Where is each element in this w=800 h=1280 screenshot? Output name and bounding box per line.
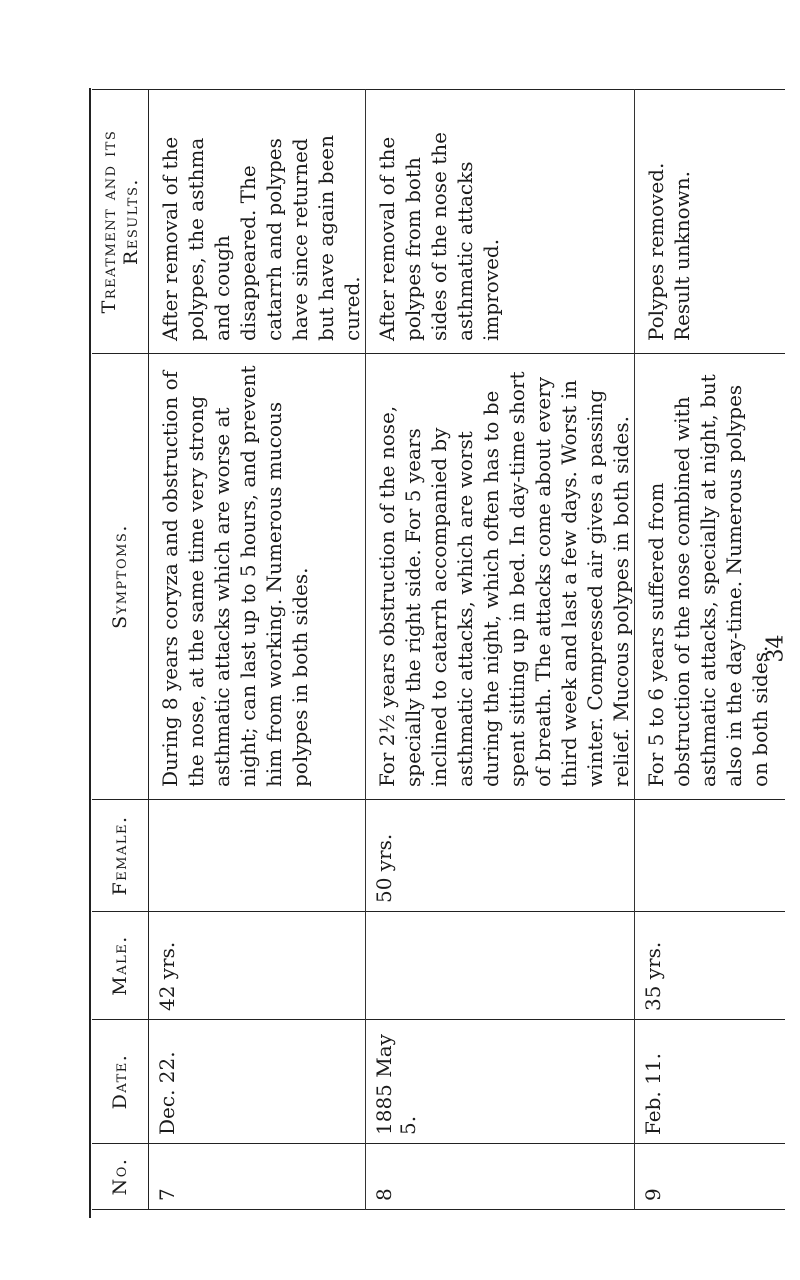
case-treatment: After removal of the polypes, the asthma and cough disappeared. The catarrh and polypes have since returned but have again been cured. bbox=[149, 90, 366, 354]
header-treatment: Treatment and its Results. bbox=[92, 90, 149, 354]
case-number: 7 bbox=[149, 1144, 366, 1210]
case-symptoms: For 2½ years obstruction of the nose, specially the right side. For 5 years inclined to catarrh accompanied by asthmatic attacks, which are worst during the night, which often has to be spent sitting up in bed. In day-time short of breath. The attacks come about every third week and last a few days. Worst in winter. Compressed air gives a passing relief. Mucous polypes in both sides. bbox=[366, 354, 635, 800]
header-row bbox=[92, 90, 149, 1210]
case-number: 8 bbox=[366, 1144, 635, 1210]
case-date: Feb. 11. bbox=[635, 1020, 786, 1144]
case-date: 1885 May 5. bbox=[366, 1020, 635, 1144]
case-treatment: After removal of the polypes from both sides of the nose the asthmatic attacks improved. bbox=[366, 90, 635, 354]
case-symptoms: During 8 years coryza and obstruction of the nose, at the same time very strong asthmatic attacks which are worse at night; can last up to 5 hours, and prevent him from working. Numerous mucous polypes in both sides. bbox=[149, 354, 366, 800]
case-male-age: 42 yrs. bbox=[149, 912, 366, 1020]
table-row bbox=[635, 90, 786, 1210]
header-male: Male. bbox=[92, 912, 149, 1020]
header-date: Date. bbox=[92, 1020, 149, 1144]
page-number: 34 bbox=[763, 634, 789, 663]
rotated-table-frame bbox=[92, 90, 772, 1210]
table-row bbox=[149, 90, 366, 1210]
table-row bbox=[366, 90, 635, 1210]
header-symptoms: Symptoms. bbox=[92, 354, 149, 800]
case-treatment: Polypes removed. Result unknown. bbox=[635, 90, 786, 354]
left-margin-rule bbox=[89, 88, 91, 1218]
case-male-age bbox=[366, 912, 635, 1020]
case-female-age: 50 yrs. bbox=[366, 800, 635, 912]
header-no: No. bbox=[92, 1144, 149, 1210]
header-female: Female. bbox=[92, 800, 149, 912]
case-male-age: 35 yrs. bbox=[635, 912, 786, 1020]
case-female-age bbox=[149, 800, 366, 912]
case-date: Dec. 22. bbox=[149, 1020, 366, 1144]
case-table bbox=[92, 89, 785, 1210]
case-number: 9 bbox=[635, 1144, 786, 1210]
case-female-age bbox=[635, 800, 786, 912]
case-symptoms: For 5 to 6 years suffered from obstruction of the nose combined with asthmatic attacks, specially at night, but also in the day-time. Numerous polypes on both sides. bbox=[635, 354, 786, 800]
